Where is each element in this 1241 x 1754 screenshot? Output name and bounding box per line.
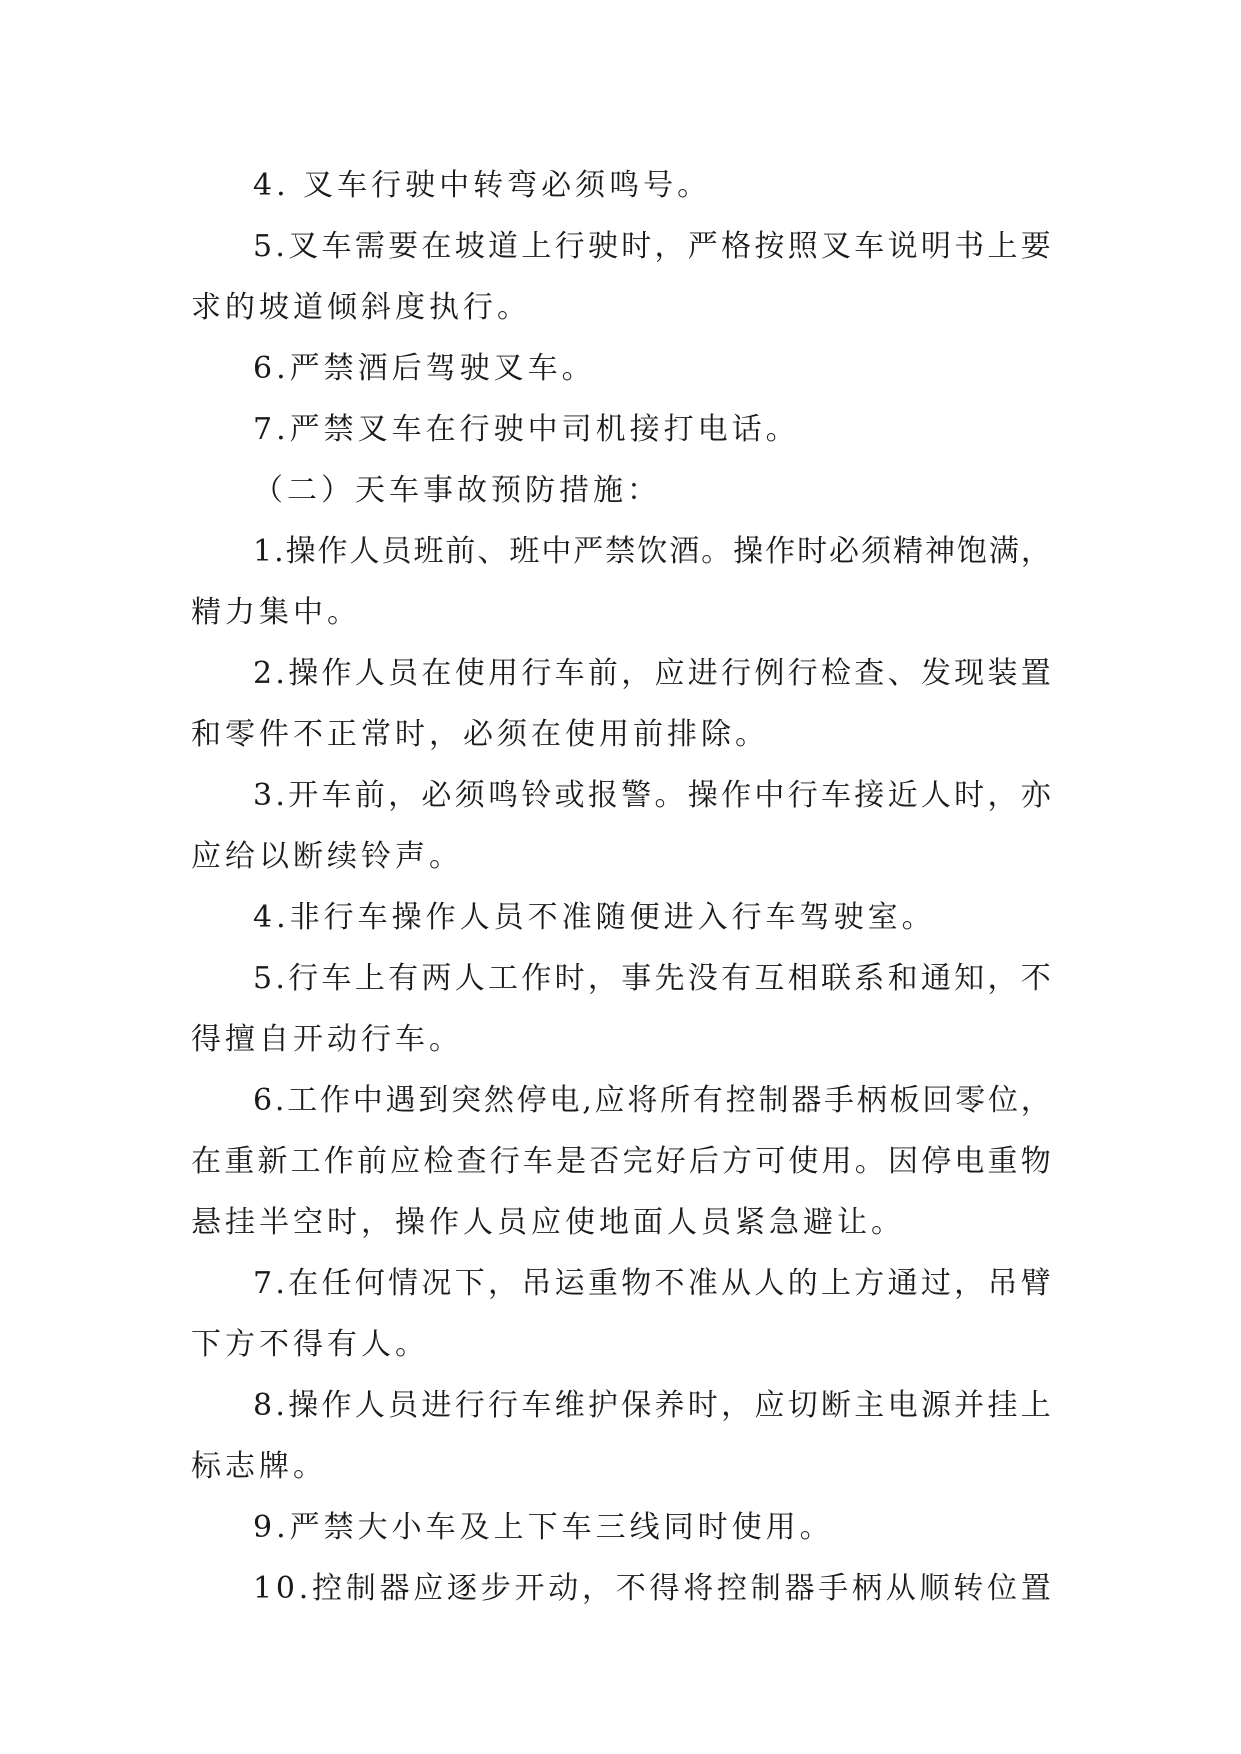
paragraph-line-text: 悬挂半空时，操作人员应使地面人员紧急避让。 — [191, 1205, 905, 1240]
paragraph-line-text: 精力集中。 — [191, 595, 361, 630]
paragraph-line — [191, 643, 1051, 704]
paragraph-line-text: 4.非行车操作人员不准随便进入行车驾驶室。 — [253, 900, 936, 935]
paragraph-line-text: 标志牌。 — [191, 1449, 327, 1484]
paragraph-line-text: 9.严禁大小车及上下车三线同时使用。 — [253, 1510, 834, 1545]
paragraph-line — [191, 1009, 1051, 1070]
paragraph-line — [191, 399, 1051, 460]
paragraph-line-text: 下方不得有人。 — [191, 1327, 429, 1362]
paragraph-line — [191, 704, 1051, 765]
paragraph-line — [191, 1558, 1051, 1619]
paragraph-line-text: （二）天车事故预防措施： — [253, 473, 661, 508]
paragraph-line — [191, 338, 1051, 399]
paragraph-line-text: 2 . 操 作 人 员 在 使 用 行 车 前 ， 应 进 行 例 行 检 查 、 发 现 装 置 — [253, 656, 1051, 691]
paragraph-line — [191, 277, 1051, 338]
paragraph-line — [191, 948, 1051, 1009]
paragraph-line — [191, 1497, 1051, 1558]
paragraph-line-text: 6.严禁酒后驾驶叉车。 — [253, 351, 596, 386]
paragraph-line-text: 和零件不正常时，必须在使用前排除。 — [191, 717, 769, 752]
paragraph-line-text: 5 . 行 车 上 有 两 人 工 作 时 ， 事 先 没 有 互 相 联 系 和 通 知 ， 不 — [253, 961, 1051, 996]
paragraph-line — [191, 765, 1051, 826]
paragraph-line-text: 4. 叉车行驶中转弯必须鸣号。 — [253, 168, 712, 203]
paragraph-line — [191, 1192, 1051, 1253]
paragraph-line — [191, 1375, 1051, 1436]
paragraph-line-text: 8 . 操 作 人 员 进 行 行 车 维 护 保 养 时 ， 应 切 断 主 电 源 并 挂 上 — [253, 1388, 1051, 1423]
paragraph-line-text: 1 0 . 控 制 器 应 逐 步 开 动 ， 不 得 将 控 制 器 手 柄 从 顺 转 位 置 — [253, 1571, 1051, 1606]
paragraph-line — [191, 155, 1051, 216]
paragraph-line — [191, 1070, 1051, 1131]
paragraph-line-text: 7.严禁叉车在行驶中司机接打电话。 — [253, 412, 800, 447]
paragraph-line-text: 求的坡道倾斜度执行。 — [191, 290, 531, 325]
paragraph-line-text: 在 重 新 工 作 前 应 检 查 行 车 是 否 完 好 后 方 可 使 用 。 因 停 电 重 物 — [191, 1144, 1051, 1179]
paragraph-line — [191, 826, 1051, 887]
paragraph-line-text: 3 . 开 车 前 ， 必 须 鸣 铃 或 报 警 。 操 作 中 行 车 接 近 人 时 ， 亦 — [253, 778, 1051, 813]
paragraph-line-text: 得擅自开动行车。 — [191, 1022, 463, 1057]
paragraph-line-text: 7 . 在 任 何 情 况 下 ， 吊 运 重 物 不 准 从 人 的 上 方 通 过 ， 吊 臂 — [253, 1266, 1051, 1301]
paragraph-line — [191, 521, 1051, 582]
paragraph-line — [191, 1253, 1051, 1314]
paragraph-line — [191, 1436, 1051, 1497]
paragraph-line — [191, 1131, 1051, 1192]
paragraph-line-text: 1 . 操 作 人 员 班 前 、 班 中 严 禁 饮 酒 。 操 作 时 必 须 精 神 饱 满 ， — [253, 534, 1051, 569]
document-body — [191, 155, 1051, 1619]
paragraph-line-text: 5 . 叉 车 需 要 在 坡 道 上 行 驶 时 ， 严 格 按 照 叉 车 说 明 书 上 要 — [253, 229, 1051, 264]
paragraph-line-text: 应给以断续铃声。 — [191, 839, 463, 874]
paragraph-line — [191, 460, 1051, 521]
paragraph-line — [191, 1314, 1051, 1375]
paragraph-line — [191, 887, 1051, 948]
paragraph-line — [191, 582, 1051, 643]
paragraph-line-text: 6 . 工 作 中 遇 到 突 然 停 电 , 应 将 所 有 控 制 器 手 柄 板 回 零 位 ， — [253, 1083, 1051, 1118]
paragraph-line — [191, 216, 1051, 277]
